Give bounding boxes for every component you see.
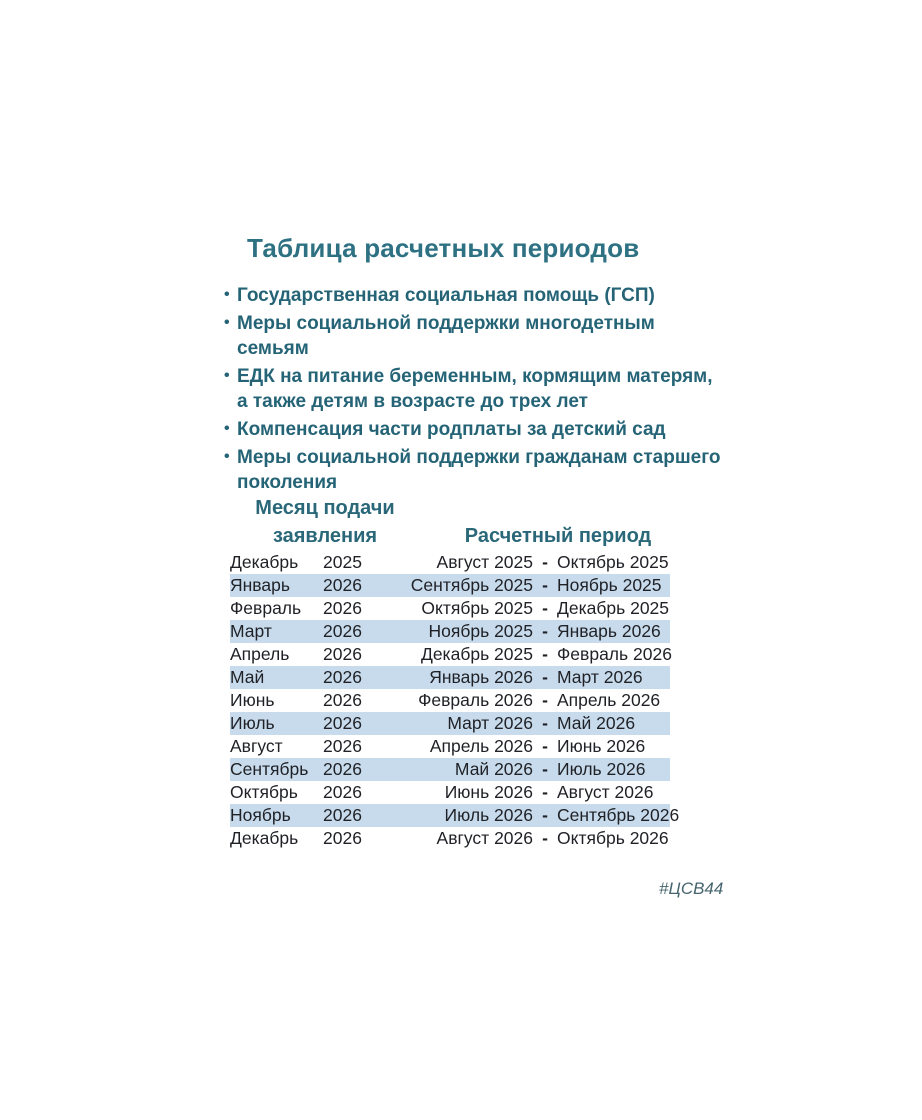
period-separator: - bbox=[542, 644, 548, 664]
table-row bbox=[230, 735, 670, 758]
table-row bbox=[230, 712, 670, 735]
benefit-line: семьям bbox=[237, 338, 309, 359]
application-month-cell: Август bbox=[230, 736, 283, 756]
period-end-cell: Август 2026 bbox=[557, 782, 654, 802]
application-month-cell: Июнь bbox=[230, 690, 275, 710]
period-end-cell: Февраль 2026 bbox=[557, 644, 672, 664]
application-year-cell: 2026 bbox=[323, 782, 362, 802]
period-start-cell: Август 2026 bbox=[436, 828, 533, 848]
table-row bbox=[230, 827, 670, 850]
application-month-cell: Январь bbox=[230, 575, 290, 595]
table-row bbox=[230, 804, 670, 827]
period-start-cell: Октябрь 2025 bbox=[421, 598, 533, 618]
period-start-cell: Апрель 2026 bbox=[429, 736, 533, 756]
table-row bbox=[230, 758, 670, 781]
period-separator: - bbox=[542, 552, 548, 572]
calc-period-table-body bbox=[230, 551, 680, 850]
application-year-cell: 2026 bbox=[323, 828, 362, 848]
table-row bbox=[230, 666, 670, 689]
bullet-icon: • bbox=[224, 420, 230, 437]
application-year-cell: 2026 bbox=[323, 736, 362, 756]
period-separator: - bbox=[542, 575, 548, 595]
benefit-line: Меры социальной поддержки гражданам старшего bbox=[237, 447, 721, 468]
benefit-line: Компенсация части родплаты за детский сад bbox=[237, 419, 666, 440]
period-start-cell: Январь 2026 bbox=[429, 667, 533, 687]
benefit-list bbox=[224, 283, 721, 498]
period-start-cell: Май 2026 bbox=[454, 759, 533, 779]
application-month-header bbox=[230, 494, 420, 550]
application-year-cell: 2026 bbox=[323, 644, 362, 664]
table-row bbox=[230, 551, 670, 574]
bullet-icon: • bbox=[224, 286, 230, 303]
application-month-cell: Декабрь bbox=[230, 828, 299, 848]
hashtag-label: #ЦСВ44 bbox=[659, 879, 724, 898]
period-start-cell: Сентябрь 2025 bbox=[410, 575, 533, 595]
period-start-cell: Июль 2026 bbox=[444, 805, 533, 825]
application-month-cell: Декабрь bbox=[230, 552, 299, 572]
period-separator: - bbox=[542, 621, 548, 641]
benefit-line: поколения bbox=[237, 472, 338, 493]
period-end-cell: Октябрь 2026 bbox=[557, 828, 669, 848]
table-row bbox=[230, 643, 670, 666]
table-row bbox=[230, 597, 670, 620]
period-separator: - bbox=[542, 690, 548, 710]
period-end-cell: Май 2026 bbox=[557, 713, 636, 733]
benefit-line: а также детям в возрасте до трех лет bbox=[237, 391, 588, 412]
application-month-cell: Ноябрь bbox=[230, 805, 291, 825]
application-year-cell: 2026 bbox=[323, 713, 362, 733]
application-year-cell: 2026 bbox=[323, 621, 362, 641]
period-end-cell: Март 2026 bbox=[557, 667, 643, 687]
table-row bbox=[230, 620, 670, 643]
application-year-cell: 2026 bbox=[323, 690, 362, 710]
benefit-line: Государственная социальная помощь (ГСП) bbox=[237, 285, 655, 306]
table-row bbox=[230, 781, 670, 804]
application-month-header-line2: заявления bbox=[272, 525, 378, 547]
period-end-cell: Апрель 2026 bbox=[557, 690, 661, 710]
table-row bbox=[230, 689, 670, 712]
period-start-cell: Ноябрь 2025 bbox=[428, 621, 533, 641]
period-end-cell: Сентябрь 2026 bbox=[557, 805, 680, 825]
period-start-cell: Август 2025 bbox=[436, 552, 533, 572]
period-separator: - bbox=[542, 736, 548, 756]
period-end-cell: Октябрь 2025 bbox=[557, 552, 669, 572]
period-separator: - bbox=[542, 782, 548, 802]
application-year-cell: 2025 bbox=[323, 552, 362, 572]
application-month-cell: Октябрь bbox=[230, 782, 298, 802]
period-header: Расчетный период bbox=[464, 525, 652, 547]
table-header-row bbox=[230, 494, 670, 550]
bullet-icon: • bbox=[224, 367, 230, 384]
benefit-item bbox=[224, 417, 714, 442]
period-end-cell: Июнь 2026 bbox=[557, 736, 646, 756]
application-year-cell: 2026 bbox=[323, 667, 362, 687]
page-title: Таблица расчетных периодов bbox=[247, 233, 640, 263]
benefit-line: Меры социальной поддержки многодетным bbox=[237, 313, 655, 334]
period-separator: - bbox=[542, 713, 548, 733]
benefit-item bbox=[224, 311, 714, 361]
benefit-item bbox=[224, 445, 721, 495]
application-month-cell: Март bbox=[230, 621, 272, 641]
period-end-cell: Январь 2026 bbox=[557, 621, 661, 641]
calc-period-table bbox=[230, 551, 680, 850]
bullet-icon: • bbox=[224, 314, 230, 331]
bullet-icon: • bbox=[224, 448, 230, 465]
period-separator: - bbox=[542, 598, 548, 618]
application-month-cell: Февраль bbox=[230, 598, 302, 618]
application-month-header-line1: Месяц подачи bbox=[255, 497, 395, 519]
period-separator: - bbox=[542, 759, 548, 779]
period-start-cell: Март 2026 bbox=[447, 713, 533, 733]
period-end-cell: Ноябрь 2025 bbox=[557, 575, 662, 595]
benefit-item bbox=[224, 364, 714, 414]
application-year-cell: 2026 bbox=[323, 805, 362, 825]
period-end-cell: Июль 2026 bbox=[557, 759, 646, 779]
table-row bbox=[230, 574, 670, 597]
application-year-cell: 2026 bbox=[323, 575, 362, 595]
application-year-cell: 2026 bbox=[323, 598, 362, 618]
period-separator: - bbox=[542, 805, 548, 825]
application-month-cell: Сентябрь bbox=[230, 759, 309, 779]
benefit-line: ЕДК на питание беременным, кормящим матерям, bbox=[237, 366, 713, 387]
application-year-cell: 2026 bbox=[323, 759, 362, 779]
application-month-cell: Апрель bbox=[230, 644, 290, 664]
application-month-cell: Июль bbox=[230, 713, 275, 733]
period-separator: - bbox=[542, 667, 548, 687]
benefit-item bbox=[224, 283, 714, 308]
period-start-cell: Июнь 2026 bbox=[444, 782, 533, 802]
period-start-cell: Февраль 2026 bbox=[418, 690, 533, 710]
application-month-cell: Май bbox=[230, 667, 265, 687]
period-start-cell: Декабрь 2025 bbox=[420, 644, 533, 664]
period-end-cell: Декабрь 2025 bbox=[557, 598, 670, 618]
period-separator: - bbox=[542, 828, 548, 848]
